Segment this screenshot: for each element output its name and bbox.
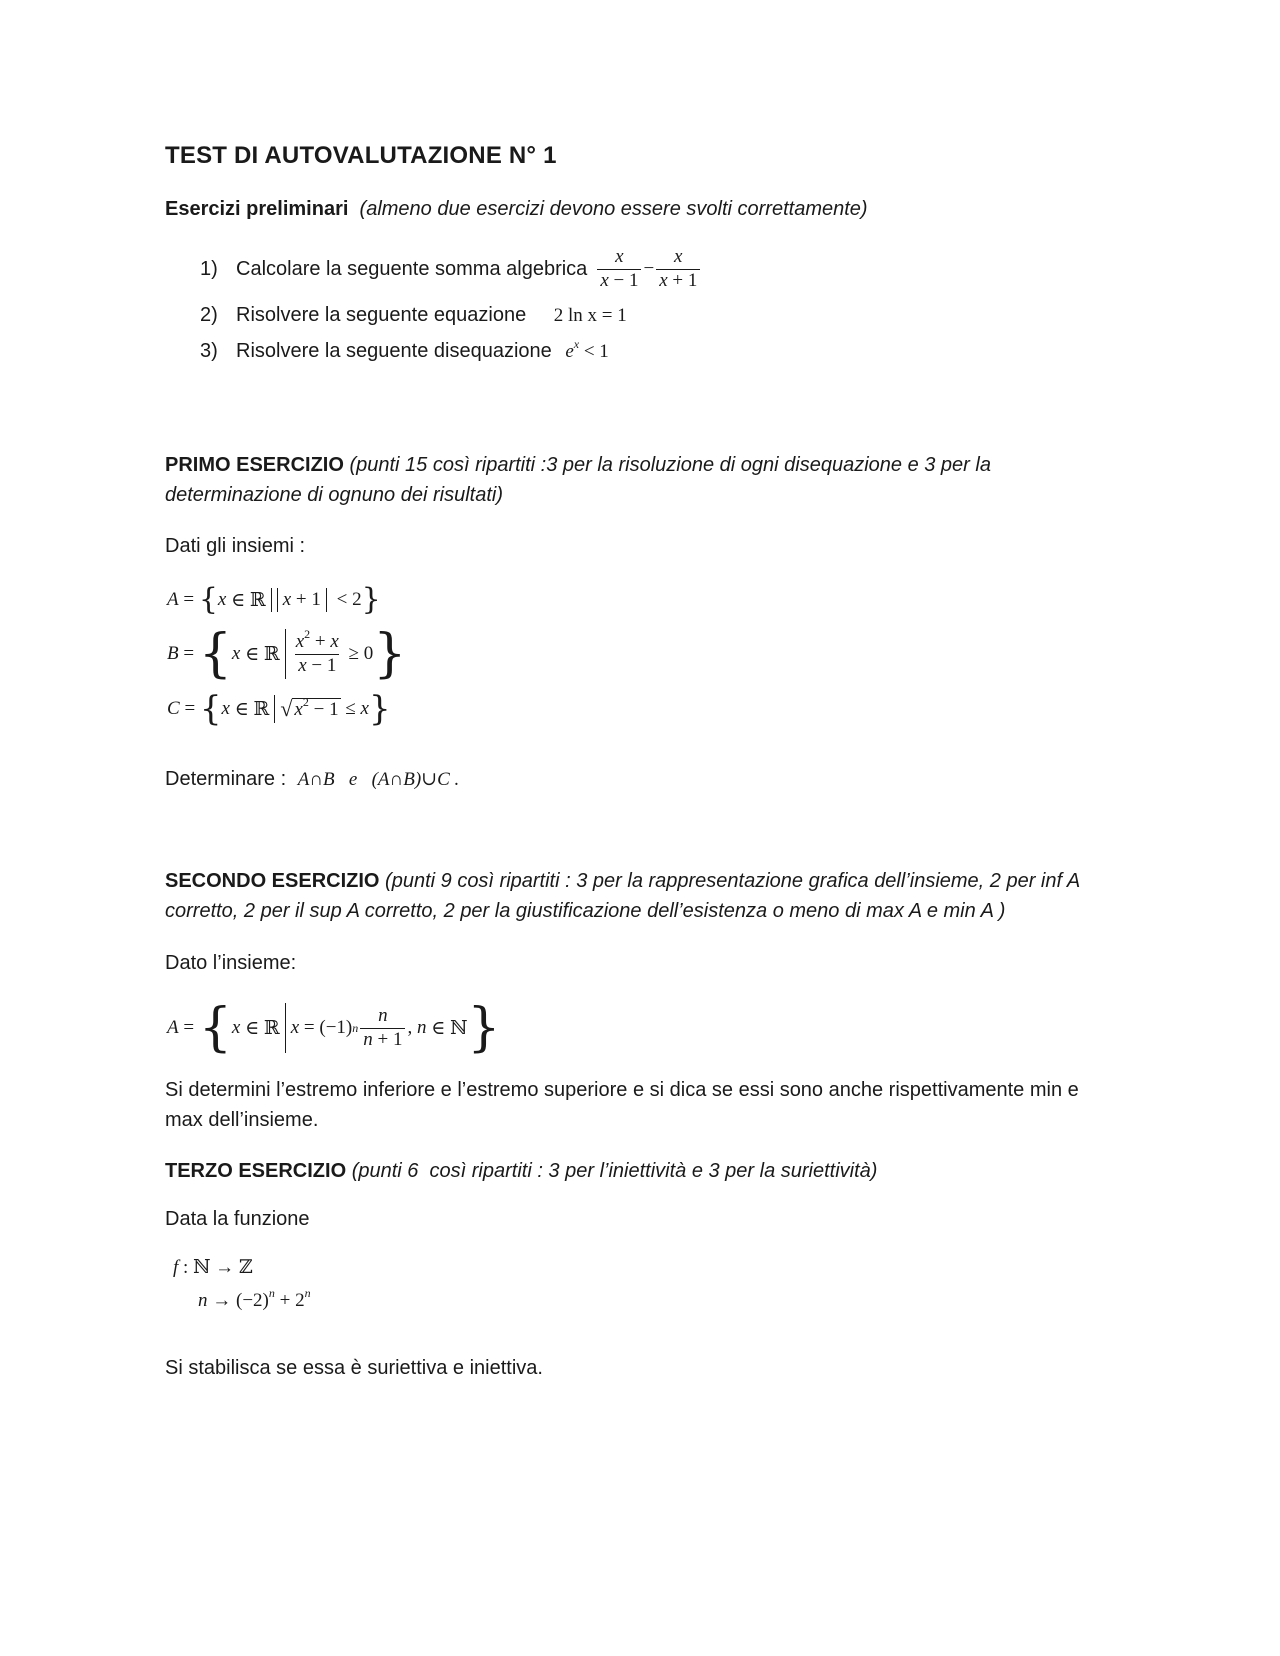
fraction-difference: $\frac{x}{x - 1}$ − $\frac{x}{x + 1}$ (595, 247, 702, 292)
primo-heading: PRIMO ESERCIZIO (165, 454, 344, 476)
set-b-definition: B = { x ∈ ℝ $\frac{x^2 + x}{x - 1}$ ≥ 0 } (167, 624, 407, 684)
primo-intro: Dati gli insiemi : (165, 535, 306, 557)
primo-determinare (165, 768, 459, 791)
set-a-definition: A = { x ∈ ℝ x + 1 < 2 } (167, 582, 381, 617)
prelim-item-2-num: 2) (200, 304, 218, 326)
terzo-question: Si stabilisca se essa è suriettiva e iniettiva. (165, 1357, 543, 1379)
secondo-heading: SECONDO ESERCIZIO (165, 870, 380, 892)
prelim-note: (almeno due esercizi devono essere svolti correttamente) (359, 198, 868, 220)
set-c-definition: C = { x ∈ ℝ √ $x^2 - 1$ ≤ x } (167, 689, 391, 729)
prelim-item-1 (236, 247, 702, 292)
prelim-item-3-num: 3) (200, 340, 218, 362)
secondo-note: (punti 9 così ripartiti : 3 per la rappresentazione grafica dell’insieme, 2 per inf A corretto, 2 per il sup A corretto, 2 per la giustificazione dell’esistenza o meno di max A e min A ) (165, 870, 1080, 922)
terzo-heading: TERZO ESERCIZIO (165, 1160, 347, 1182)
function-signature: f : ℕ → ℤ (173, 1257, 253, 1278)
primo-note: (punti 15 così ripartiti :3 per la risoluzione di ogni disequazione e 3 per la determinazione di ognuno dei risultati) (165, 454, 991, 506)
determinare-expression: A∩B e (A∩B)∪C . (297, 769, 460, 790)
prelim-item-2-text: Risolvere la seguente equazione (236, 304, 527, 326)
secondo-intro: Dato l’insieme: (165, 952, 297, 974)
secondo-question: Si determini l’estremo inferiore e l’estremo superiore e si dica se essi sono anche rispettivamente min e max dell’insieme. (165, 1079, 1079, 1131)
secondo-heading-block (165, 866, 1115, 926)
prelim-item-1-text: Calcolare la seguente somma algebrica (236, 257, 588, 280)
set-a-sequence-definition: A = { x ∈ ℝ x = (−1) n $\frac{n}{n + 1}$ , n ∈ ℕ } (167, 998, 501, 1058)
fraction-n-over-n-plus-1: $\frac{n}{n + 1}$ (360, 1006, 405, 1051)
prelim-item-3 (236, 337, 609, 363)
primo-heading-block (165, 450, 1115, 510)
prelim-heading: Esercizi preliminari (165, 198, 349, 220)
function-rule: $n \to (-2)^n + 2^n$ (198, 1286, 311, 1311)
terzo-intro: Data la funzione (165, 1208, 310, 1230)
terzo-note: (punti 6 così ripartiti : 3 per l’iniettività e 3 per la suriettività) (351, 1160, 878, 1182)
prelim-item-2 (236, 304, 627, 327)
fraction-x-over-x-minus-1: $\frac{x}{x - 1}$ (597, 247, 641, 292)
prelim-item-1-num: 1) (200, 258, 218, 280)
equation-2lnx: 2 ln x = 1 (553, 305, 627, 326)
determinare-label: Determinare : (165, 768, 287, 790)
prelim-heading-line (165, 198, 868, 221)
document-title: TEST DI AUTOVALUTAZIONE N° 1 (165, 142, 557, 169)
fraction-x-over-x-plus-1: $\frac{x}{x + 1}$ (656, 247, 700, 292)
inequality-ex: $e^x < 1$ (565, 337, 609, 362)
terzo-heading-line (165, 1160, 877, 1183)
prelim-item-3-text: Risolvere la seguente disequazione (236, 340, 552, 362)
fraction-x2-plus-x-over-x-minus-1: $\frac{x^2 + x}{x - 1}$ (295, 626, 339, 676)
